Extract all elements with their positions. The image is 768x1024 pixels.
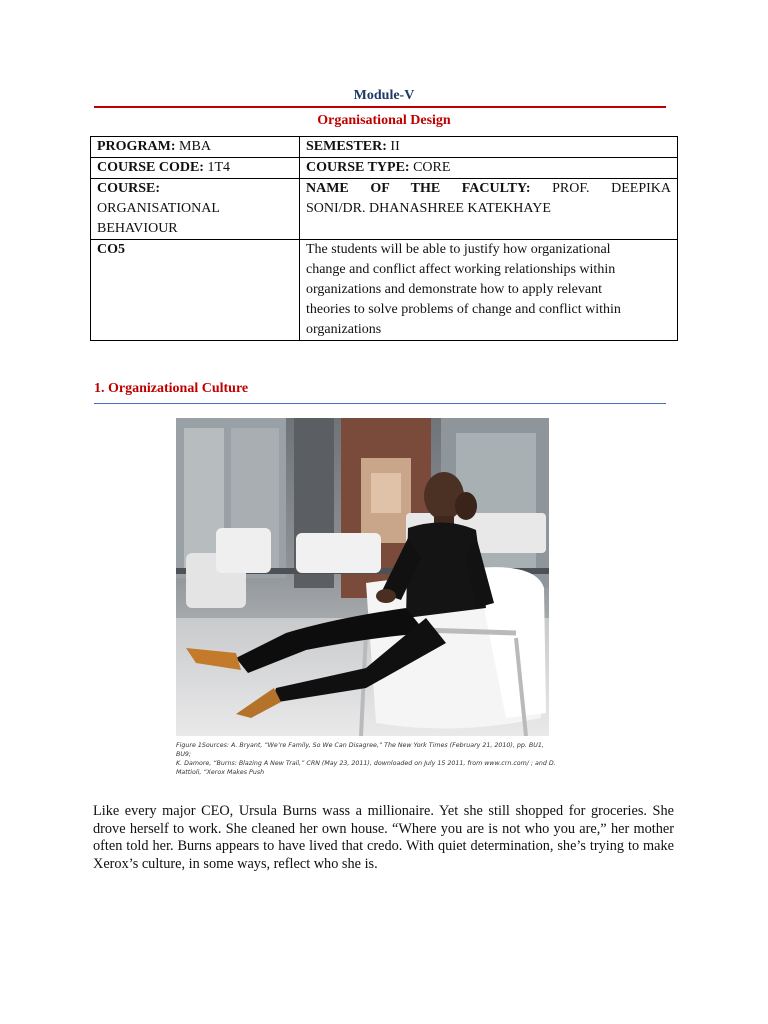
course-info-table xyxy=(90,136,678,341)
figure-caption xyxy=(176,741,556,777)
semester-label: SEMESTER: xyxy=(306,139,387,154)
semester-cell xyxy=(300,137,678,158)
co-line: change and conflict affect working relationships within xyxy=(306,262,616,277)
faculty-label: NAME OF THE FACULTY: xyxy=(306,181,531,196)
table-row xyxy=(91,158,678,179)
table-row xyxy=(91,179,678,240)
co-label: CO5 xyxy=(97,242,125,257)
program-label: PROGRAM: xyxy=(97,139,176,154)
ceo-photo xyxy=(176,418,549,736)
course-type-value: CORE xyxy=(413,160,451,175)
course-code-value: 1T4 xyxy=(207,160,231,175)
faculty-cell xyxy=(300,179,678,240)
table-row xyxy=(91,240,678,341)
semester-value: II xyxy=(390,139,400,154)
co-line: The students will be able to justify how organizational xyxy=(306,242,611,257)
program-value: MBA xyxy=(179,139,211,154)
course-label: COURSE: xyxy=(97,181,161,196)
co-line: organizations xyxy=(306,322,382,337)
co-line: organizations and demonstrate how to apply relevant xyxy=(306,282,602,297)
course-type-label: COURSE TYPE: xyxy=(306,160,410,175)
faculty-line2: SONI/DR. DHANASHREE KATEKHAYE xyxy=(306,201,551,216)
page-subtitle: Organisational Design xyxy=(317,113,451,128)
section-divider xyxy=(94,403,666,404)
caption-line: Figure 1Sources: A. Bryant, “We’re Family, So We Can Disagree,” The New York Times (February 21, 2010), pp. BU1, BU9; xyxy=(176,742,544,758)
course-value-line2: BEHAVIOUR xyxy=(97,221,178,236)
course-code-cell xyxy=(91,158,300,179)
co-cell xyxy=(91,240,300,341)
program-cell xyxy=(91,137,300,158)
module-title: Module-V xyxy=(353,88,415,103)
course-type-cell xyxy=(300,158,678,179)
faculty-line1: PROF. DEEPIKA xyxy=(552,181,671,196)
body-paragraph: Like every major CEO, Ursula Burns wass a millionaire. Yet she still shopped for groceries. She drove herself to work. She cleaned her own house. “Where you are is not who you are,” her mother often told her. Burns appears to have lived that credo. With quiet determination, she’s trying to make Xerox’s culture, in some ways, reflect who she is. xyxy=(93,803,674,872)
title-divider xyxy=(94,106,666,108)
co-description-cell xyxy=(300,240,678,341)
section-heading: 1. Organizational Culture xyxy=(94,381,249,396)
table-row xyxy=(91,137,678,158)
co-line: theories to solve problems of change and conflict within xyxy=(306,302,621,317)
course-cell xyxy=(91,179,300,240)
caption-line: K. Damore, “Burns: Blazing A New Trail,” CRN (May 23, 2011), downloaded on July 15 2011, from www.crn.com/ ; and D. xyxy=(176,760,556,767)
course-value-line1: ORGANISATIONAL xyxy=(97,201,220,216)
caption-line: Mattioli, “Xerox Makes Push xyxy=(176,769,265,776)
course-code-label: COURSE CODE: xyxy=(97,160,204,175)
